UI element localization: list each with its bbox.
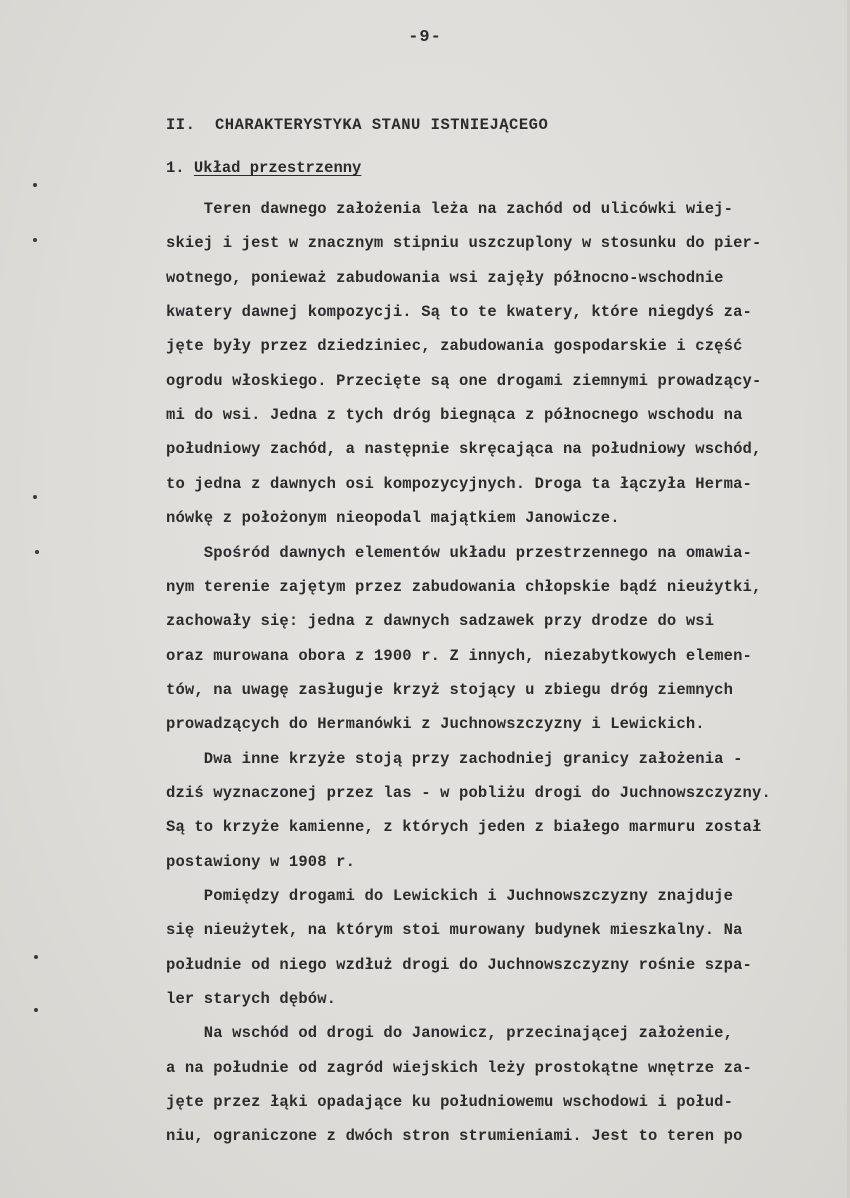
text-line: jęte przez łąki opadające ku południowemu wschodowi i połud- [166,1093,734,1112]
text-line: Na wschód od drogi do Janowicz, przecinającej założenie, [166,1024,734,1043]
text-line: prowadzących do Hermanówki z Juchnowszczyzny i Lewickich. [166,715,705,734]
text-line: wotnego, ponieważ zabudowania wsi zajęły północno-wschodnie [166,268,724,287]
text-line: oraz murowana obora z 1900 r. Z innych, niezabytkowych elemen- [166,646,752,665]
text-line: się nieużytek, na którym stoi murowany budynek mieszkalny. Na [166,921,743,940]
page-number: -9- [408,28,442,47]
binding-hole-mark [35,550,39,554]
text-line: ogrodu włoskiego. Przecięte są one drogami ziemnymi prowadzący- [166,371,762,390]
text-line: jęte były przez dziedziniec, zabudowania gospodarskie i część [166,337,743,356]
text-line: południe od niego wzdłuż drogi do Juchnowszczyzny rośnie szpa- [166,955,752,974]
text-line: południowy zachód, a następnie skręcająca na południowy wschód, [166,440,762,459]
text-line: Są to krzyże kamienne, z których jeden z białego marmuru został [166,818,762,837]
section-title: Układ przestrzenny [193,159,362,177]
text-line: Teren dawnego założenia leża na zachód od ulicówki wiej- [166,200,734,218]
chapter-heading: II. CHARAKTERYSTYKA STANU ISTNIEJĄCEGO [166,116,549,134]
text-line: Spośród dawnych elementów układu przestrzennego na omawia- [166,543,752,562]
binding-hole-mark [33,495,37,499]
text-line: nym terenie zajętym przez zabudowania chłopskie bądź nieużytki, [166,577,762,596]
text-line: Dwa inne krzyże stoją przy zachodniej granicy założenia - [166,749,743,768]
text-line: ler starych dębów. [166,990,337,1009]
section-number: 1. [166,159,185,177]
binding-hole-mark [33,183,37,187]
text-line: kwatery dawnej kompozycji. Są to te kwatery, które niegdyś za- [166,303,752,322]
text-line: niu, ograniczone z dwóch stron strumieniami. Jest to teren po [166,1127,743,1146]
text-line: postawiony w 1908 r. [166,852,356,871]
text-line: skiej i jest w znacznym stipniu uszczuplony w stosunku do pier- [166,234,762,253]
text-line: mi do wsi. Jedna z tych dróg biegnąca z północnego wschodu na [166,406,743,425]
text-line: tów, na uwagę zasługuje krzyż stojący u zbiegu dróg ziemnych [166,680,734,699]
text-line: dziś wyznaczonej przez las - w pobliżu drogi do Juchnowszczyzny. [166,783,771,802]
text-line: to jedna z dawnych osi kompozycyjnych. Droga ta łączyła Herma- [166,474,752,493]
section-heading [166,159,361,177]
text-line: Pomiędzy drogami do Lewickich i Juchnowszczyzny znajduje [166,887,734,905]
binding-hole-mark [33,238,37,242]
text-line: nówkę z położonym nieopodal majątkiem Janowicze. [166,509,620,528]
binding-hole-mark [34,1008,38,1012]
binding-hole-mark [34,955,38,959]
text-line: a na południe od zagród wiejskich leży prostokątne wnętrze za- [166,1058,752,1077]
text-line: zachowały się: jedna z dawnych sadzawek przy drodze do wsi [166,612,715,631]
